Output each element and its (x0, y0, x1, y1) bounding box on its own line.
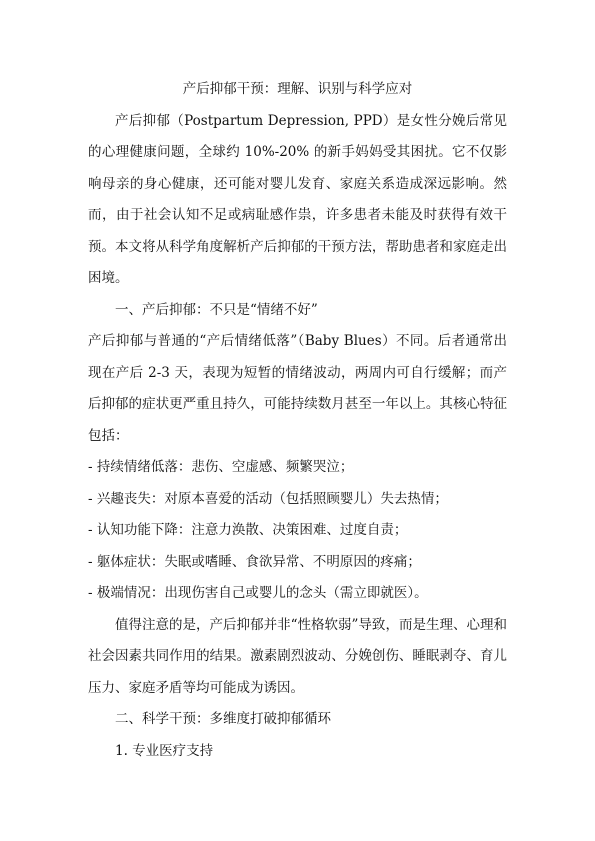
section-1-note: 值得注意的是，产后抑郁并非“性格软弱”导致，而是生理、心理和社会因素共同作用的结果。激素剧烈波动、分娩创伤、睡眠剥夺、育儿压力、家庭矛盾等均可能成为诱因。 (88, 616, 507, 696)
list-item: - 兴趣丧失：对原本喜爱的活动（包括照顾婴儿）失去热情； (88, 490, 448, 507)
section-2-subheading: 1. 专业医疗支持 (115, 742, 214, 759)
section-2-heading: 二、科学干预：多维度打破抑郁循环 (115, 711, 331, 727)
list-item: - 持续情绪低落：悲伤、空虚感、频繁哭泣； (88, 459, 354, 475)
list-item: - 认知功能下降：注意力涣散、决策困难、过度自责； (88, 522, 408, 538)
symptom-list (88, 452, 507, 610)
list-item: - 躯体症状：失眠或嗜睡、食欲异常、不明原因的疼痛； (88, 553, 421, 570)
intro-paragraph: 产后抑郁（Postpartum Depression, PPD）是女性分娩后常见的心理健康问题，全球约 10%-20% 的新手妈妈受其困扰。它不仅影响母亲的身心健康，还可能对婴儿发育、家庭关系造成深远影响。然而，由于社会认知不足或病耻感作祟，许多患者未能及时获得有效干预。本文将从科学角度解析产后抑郁的干预方法，帮助患者和家庭走出困境。 (88, 112, 507, 286)
document-title: 产后抑郁干预：理解、识别与科学应对 (182, 81, 413, 97)
section-1-paragraph: 产后抑郁与普通的“产后情绪低落”（Baby Blues）不同。后者通常出现在产后 2-3 天，表现为短暂的情绪波动，两周内可自行缓解；而产后抑郁的症状更严重且持久，可能持续数月甚至一年以上。其核心特征包括： (88, 333, 507, 444)
section-1-heading: 一、产后抑郁：不只是“情绪不好” (115, 301, 318, 318)
list-item: - 极端情况：出现伤害自己或婴儿的念头（需立即就医）。 (88, 585, 428, 601)
